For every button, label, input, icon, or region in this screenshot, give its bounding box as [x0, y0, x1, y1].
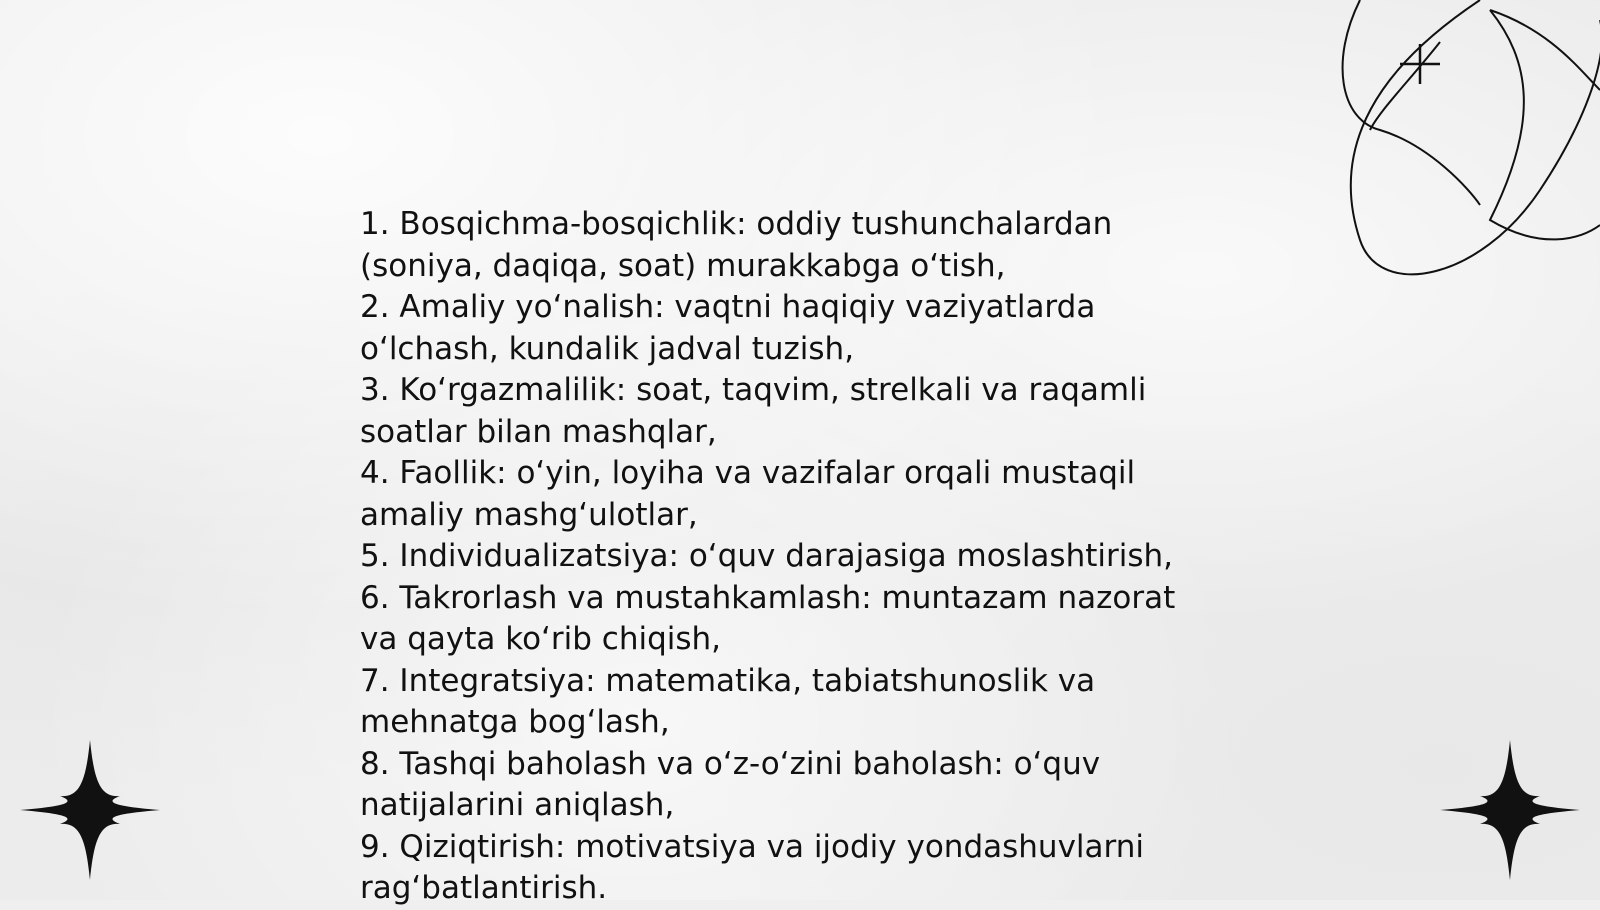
- four-point-star-icon: [20, 740, 160, 880]
- list-item: 4. Faollik: o‘yin, loyiha va vazifalar orqali mustaqil amaliy mashg‘ulotlar,: [360, 455, 1136, 533]
- list-item: 5. Individualizatsiya: o‘quv darajasiga moslashtirish,: [360, 538, 1174, 574]
- list-item: 8. Tashqi baholash va o‘z-o‘zini baholash: o‘quv natijalarini aniqlash,: [360, 745, 1101, 823]
- list-item: 3. Ko‘rgazmalilik: soat, taqvim, strelkali va raqamli soatlar bilan mashqlar,: [360, 372, 1147, 450]
- list-item: 9. Qiziqtirish: motivatsiya va ijodiy yondashuvlarni rag‘batlantirish.: [360, 828, 1144, 906]
- list-item: 2. Amaliy yo‘nalish: vaqtni haqiqiy vaziyatlarda o‘lchash, kundalik jadval tuzish,: [360, 289, 1096, 367]
- four-point-star-icon: [1440, 740, 1580, 880]
- principles-list: [360, 204, 1240, 910]
- list-item: 7. Integratsiya: matematika, tabiatshunoslik va mehnatga bog‘lash,: [360, 662, 1096, 740]
- list-item: 6. Takrorlash va mustahkamlash: muntazam nazorat va qayta ko‘rib chiqish,: [360, 579, 1176, 657]
- orbit-sparkle-icon: [1340, 0, 1600, 300]
- list-item: 1. Bosqichma-bosqichlik: oddiy tushunchalardan (soniya, daqiqa, soat) murakkabga o‘tish,: [360, 206, 1113, 284]
